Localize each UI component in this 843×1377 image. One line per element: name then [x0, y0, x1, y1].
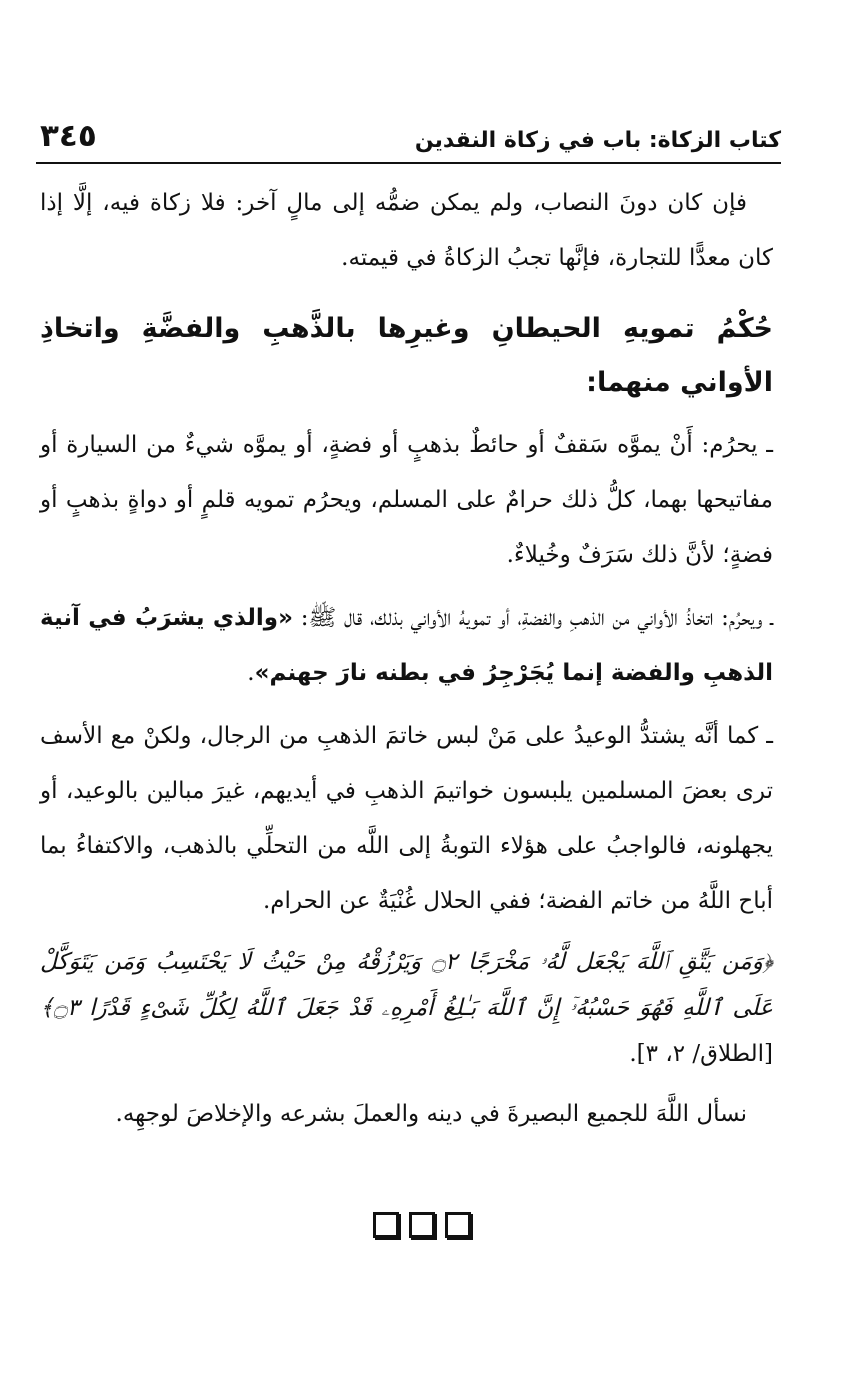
quran-verse: [40, 939, 773, 1077]
running-title: كتاب الزكاة: باب في زكاة النقدين: [414, 128, 781, 153]
section-end-ornament: [0, 1212, 843, 1242]
vessels-text: ـ ويحرُم: اتخاذُ الأواني من الذهبِ والفضةِ، أو تمويهُ الأواني بذلك، قال ﷺ:: [292, 605, 773, 631]
page-number: ٣٤٥: [40, 118, 97, 154]
section-heading: حُكْمُ تمويهِ الحيطانِ وغيرِها بالذَّهبِ والفضَّةِ واتخاذِ الأواني منهما:: [40, 313, 773, 398]
paragraph-vessels: [40, 591, 773, 701]
paragraph-nisab: فإن كان دونَ النصاب، ولم يمكن ضمُّه إلى مالٍ آخر: فلا زكاة فيه، إلَّا إذا كان معدًّا للتجارة، فإنَّها تجبُ الزكاةُ في قيمته.: [40, 190, 773, 271]
page-body: [40, 176, 773, 1142]
page-header: [36, 118, 781, 164]
square-ornament-icon: [373, 1212, 399, 1238]
square-ornament-icon: [445, 1212, 471, 1238]
paragraph-closing-prayer: نسأل اللَّهَ للجميع البصيرةَ في دينه والعملَ بشرعه والإخلاصَ لوجهِه.: [115, 1101, 747, 1127]
hadith-quote: «والذي يشرَبُ في آنية الذهبِ والفضة إنما يُجَرْجِرُ في بطنه نارَ جهنم»: [40, 605, 773, 686]
quran-text: ﴿وَمَن يَتَّقِ ٱللَّهَ يَجْعَل لَّهُۥ مَخْرَجًا ۝٢ وَيَرْزُقْهُ مِنْ حَيْثُ لَا يَحْتَسِبُ وَمَن يَتَوَكَّلْ عَلَى ٱللَّهِ فَهُوَ حَسْبُهُۥٓ إِنَّ ٱللَّهَ بَـٰلِغُ أَمْرِهِۦ قَدْ جَعَلَ ٱللَّهُ لِكُلِّ شَىْءٍ قَدْرًا ۝٣﴾: [40, 949, 773, 1021]
vessels-end: .: [247, 660, 255, 686]
square-ornament-icon: [409, 1212, 435, 1238]
paragraph-gold-ring: ـ كما أنَّه يشتدُّ الوعيدُ على مَنْ لبس خاتمَ الذهبِ من الرجال، ولكنْ مع الأسف ترى بعضَ المسلمين يلبسون خواتيمَ الذهبِ في أيديهم، غيرَ مبالين بالوعيد، أو يجهلونه، فالواجبُ على هؤلاء التوبةُ إلى اللَّه من التحلِّي بالذهب، والاكتفاءُ بما أباح اللَّهُ من خاتم الفضة؛ ففي الحلال غُنْيَةٌ عن الحرام.: [40, 723, 773, 914]
paragraph-gilding: ـ يحرُم: أَنْ يموَّه سَقفٌ أو حائطٌ بذهبٍ أو فضةٍ، أو يموَّه شيءٌ من السيارة أو مفاتيحها بهما، كلُّ ذلك حرامٌ على المسلم، ويحرُم تمويه قلمٍ أو دواةٍ بذهبٍ أو فضةٍ؛ لأنَّ ذلك سَرَفٌ وخُيلاءٌ.: [40, 432, 773, 568]
quran-reference: [الطلاق/ ٢، ٣].: [629, 1041, 773, 1067]
